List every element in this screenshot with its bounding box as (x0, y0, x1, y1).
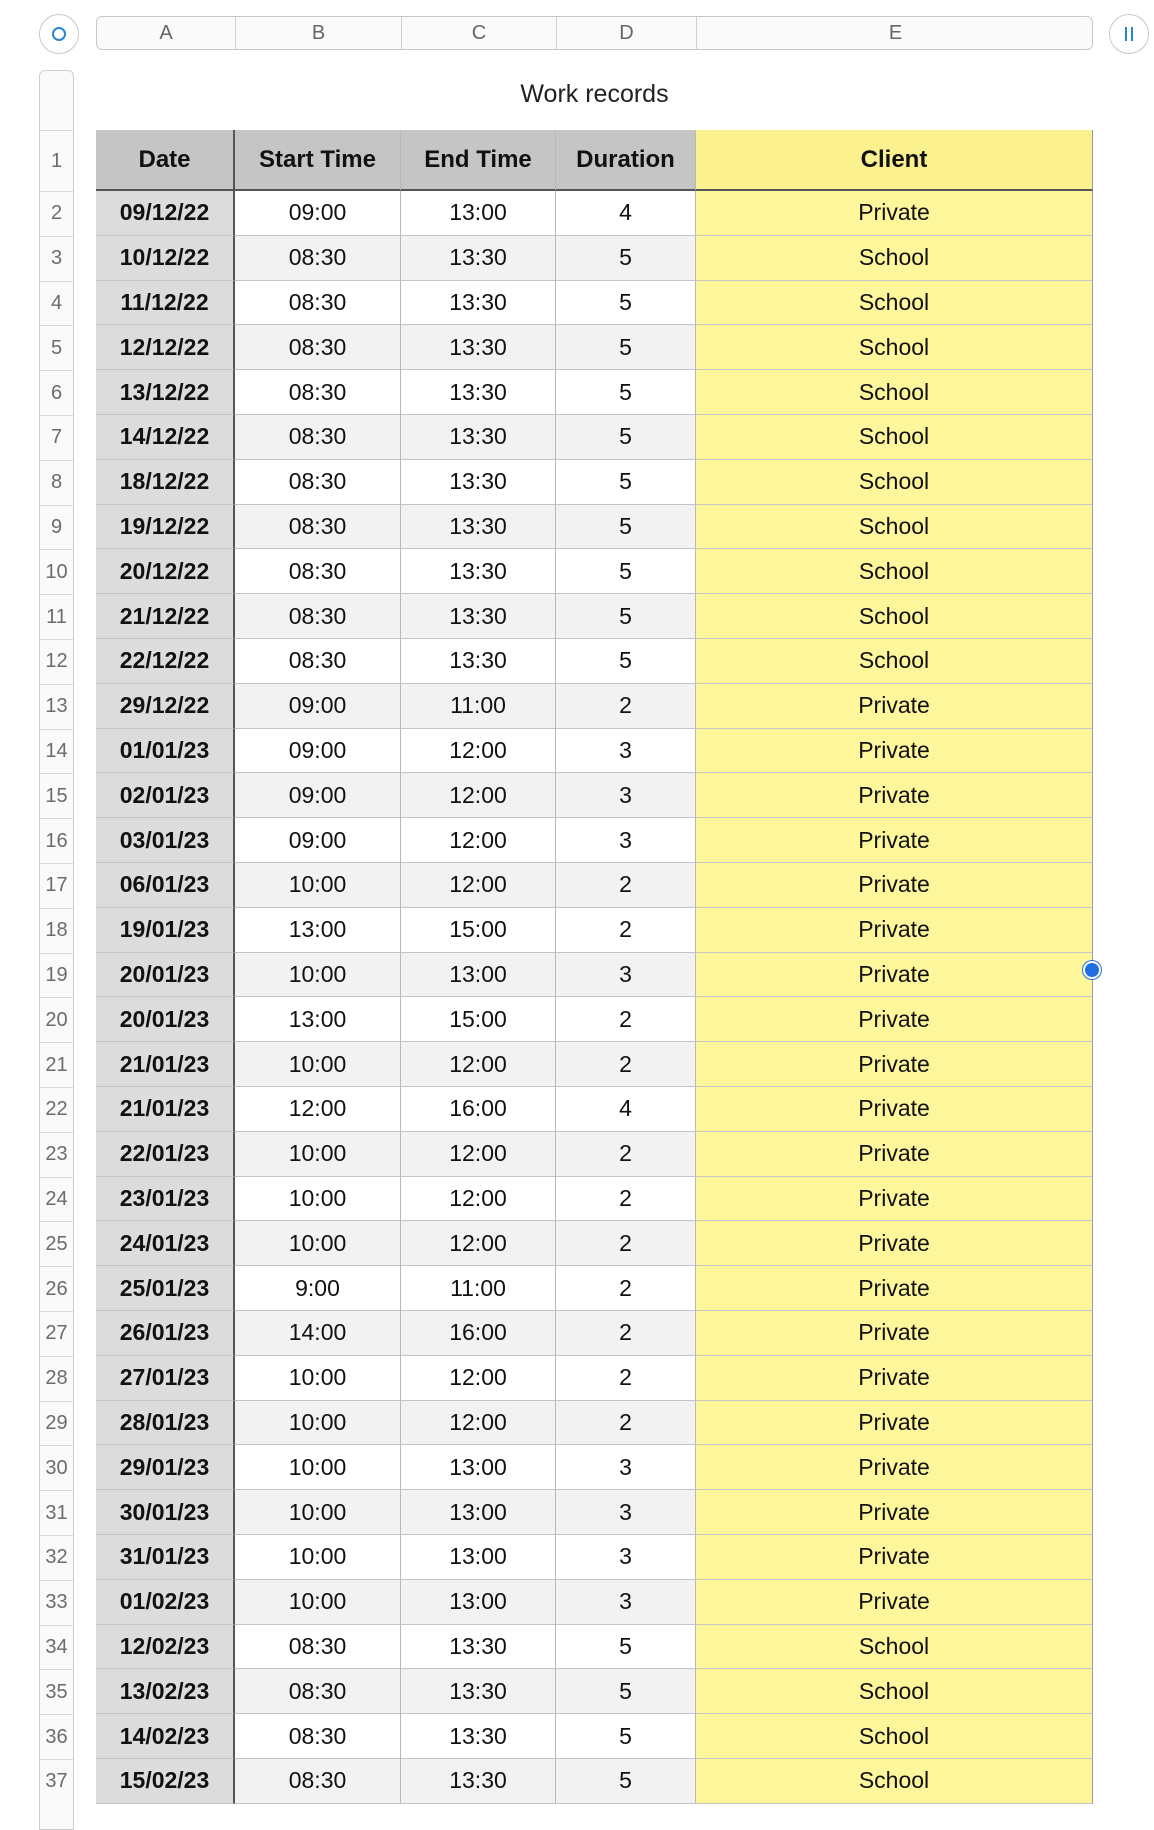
table-row (96, 1087, 1093, 1132)
row-number[interactable]: 21 (39, 1042, 74, 1087)
client-cell[interactable]: Private (696, 1221, 1093, 1266)
start-cell[interactable]: 08:30 (235, 236, 401, 281)
client-cell[interactable]: Private (696, 191, 1093, 236)
duration-cell[interactable]: 2 (556, 863, 696, 908)
duration-cell[interactable]: 5 (556, 325, 696, 370)
date-cell[interactable]: 18/12/22 (96, 460, 235, 505)
date-cell[interactable]: 21/01/23 (96, 1042, 235, 1087)
table-row (96, 1669, 1093, 1714)
end-cell[interactable]: 12:00 (401, 1356, 556, 1401)
start-cell[interactable]: 08:30 (235, 1625, 401, 1670)
table-row (96, 505, 1093, 550)
table-row (96, 594, 1093, 639)
end-cell[interactable]: 11:00 (401, 1266, 556, 1311)
duration-cell[interactable]: 2 (556, 1132, 696, 1177)
client-cell[interactable]: School (696, 505, 1093, 550)
header-cell-b[interactable]: Start Time (235, 130, 401, 191)
header-cell-d[interactable]: Duration (556, 130, 696, 191)
freeze-panes-button[interactable] (1109, 14, 1149, 54)
table-row (96, 1445, 1093, 1490)
row-number[interactable]: 18 (39, 908, 74, 953)
duration-cell[interactable]: 3 (556, 1490, 696, 1535)
duration-cell[interactable]: 4 (556, 191, 696, 236)
table-row (96, 1356, 1093, 1401)
row-number[interactable]: 37 (39, 1759, 74, 1804)
table-row (96, 1535, 1093, 1580)
freeze-panes-icon (1125, 27, 1133, 41)
start-cell[interactable]: 10:00 (235, 953, 401, 998)
table-row (96, 953, 1093, 998)
row-number[interactable]: 29 (39, 1401, 74, 1446)
duration-cell[interactable]: 3 (556, 953, 696, 998)
client-cell[interactable]: Private (696, 684, 1093, 729)
duration-cell[interactable]: 5 (556, 639, 696, 684)
date-cell[interactable]: 30/01/23 (96, 1490, 235, 1535)
duration-cell[interactable]: 5 (556, 460, 696, 505)
end-cell[interactable]: 13:00 (401, 1580, 556, 1625)
date-cell[interactable]: 21/01/23 (96, 1087, 235, 1132)
end-cell[interactable]: 13:30 (401, 415, 556, 460)
start-cell[interactable]: 08:30 (235, 460, 401, 505)
row-number[interactable]: 11 (39, 594, 74, 639)
date-cell[interactable]: 22/01/23 (96, 1132, 235, 1177)
table-row (96, 191, 1093, 236)
start-cell[interactable]: 10:00 (235, 1221, 401, 1266)
duration-cell[interactable]: 5 (556, 549, 696, 594)
end-cell[interactable]: 16:00 (401, 1311, 556, 1356)
date-cell[interactable]: 23/01/23 (96, 1177, 235, 1222)
header-cell-a[interactable]: Date (96, 130, 235, 191)
start-cell[interactable]: 08:30 (235, 505, 401, 550)
duration-cell[interactable]: 5 (556, 1669, 696, 1714)
start-cell[interactable]: 08:30 (235, 415, 401, 460)
client-cell[interactable]: Private (696, 818, 1093, 863)
duration-cell[interactable]: 2 (556, 1401, 696, 1446)
header-cell-e[interactable]: Client (696, 130, 1093, 191)
duration-cell[interactable]: 5 (556, 370, 696, 415)
date-cell[interactable]: 19/12/22 (96, 505, 235, 550)
client-cell[interactable]: Private (696, 1087, 1093, 1132)
client-cell[interactable]: School (696, 236, 1093, 281)
end-cell[interactable]: 13:30 (401, 325, 556, 370)
duration-cell[interactable]: 2 (556, 1042, 696, 1087)
table-row (96, 773, 1093, 818)
row-number[interactable]: 19 (39, 953, 74, 998)
table-row (96, 1714, 1093, 1759)
client-cell[interactable]: School (696, 1669, 1093, 1714)
table-title: Work records (520, 80, 669, 108)
date-cell[interactable]: 20/01/23 (96, 997, 235, 1042)
table-row (96, 1266, 1093, 1311)
row-number[interactable]: 28 (39, 1356, 74, 1401)
duration-cell[interactable]: 3 (556, 729, 696, 774)
duration-cell[interactable]: 5 (556, 1625, 696, 1670)
date-cell[interactable]: 19/01/23 (96, 908, 235, 953)
duration-cell[interactable]: 2 (556, 684, 696, 729)
date-cell[interactable]: 15/02/23 (96, 1759, 235, 1804)
client-cell[interactable]: School (696, 325, 1093, 370)
date-cell[interactable]: 13/02/23 (96, 1669, 235, 1714)
client-cell[interactable]: Private (696, 773, 1093, 818)
row-number[interactable]: 20 (39, 997, 74, 1042)
header-row (96, 130, 1093, 191)
start-cell[interactable]: 13:00 (235, 908, 401, 953)
row-number[interactable]: 26 (39, 1266, 74, 1311)
duration-cell[interactable]: 5 (556, 594, 696, 639)
client-cell[interactable]: Private (696, 1580, 1093, 1625)
table-row (96, 370, 1093, 415)
column-header-3[interactable]: D (557, 17, 697, 49)
client-cell[interactable]: School (696, 1759, 1093, 1804)
row-number[interactable]: 36 (39, 1714, 74, 1759)
table-row (96, 1759, 1093, 1804)
duration-cell[interactable]: 2 (556, 997, 696, 1042)
header-cell-c[interactable]: End Time (401, 130, 556, 191)
start-cell[interactable]: 09:00 (235, 729, 401, 774)
date-cell[interactable]: 12/12/22 (96, 325, 235, 370)
duration-cell[interactable]: 3 (556, 1580, 696, 1625)
row-number[interactable]: 2 (39, 191, 74, 236)
start-cell[interactable]: 08:30 (235, 1669, 401, 1714)
duration-cell[interactable]: 3 (556, 773, 696, 818)
start-cell[interactable]: 08:30 (235, 1714, 401, 1759)
client-cell[interactable]: Private (696, 1132, 1093, 1177)
start-cell[interactable]: 08:30 (235, 549, 401, 594)
end-cell[interactable]: 12:00 (401, 773, 556, 818)
table-row (96, 684, 1093, 729)
duration-cell[interactable]: 2 (556, 1177, 696, 1222)
client-cell[interactable]: Private (696, 729, 1093, 774)
client-cell[interactable]: Private (696, 1401, 1093, 1446)
table-row (96, 1625, 1093, 1670)
date-cell[interactable]: 21/12/22 (96, 594, 235, 639)
end-cell[interactable]: 12:00 (401, 1177, 556, 1222)
date-cell[interactable]: 31/01/23 (96, 1535, 235, 1580)
duration-cell[interactable]: 5 (556, 1759, 696, 1804)
start-cell[interactable]: 10:00 (235, 1401, 401, 1446)
duration-cell[interactable]: 5 (556, 236, 696, 281)
start-cell[interactable]: 09:00 (235, 191, 401, 236)
row-number[interactable]: 23 (39, 1132, 74, 1177)
start-cell[interactable]: 08:30 (235, 639, 401, 684)
row-number[interactable]: 24 (39, 1177, 74, 1222)
end-cell[interactable]: 13:30 (401, 505, 556, 550)
column-header-bar (96, 16, 1093, 50)
date-cell[interactable]: 01/02/23 (96, 1580, 235, 1625)
end-cell[interactable]: 12:00 (401, 1042, 556, 1087)
row-number[interactable]: 22 (39, 1087, 74, 1132)
date-cell[interactable]: 22/12/22 (96, 639, 235, 684)
start-cell[interactable]: 08:30 (235, 370, 401, 415)
row-number[interactable]: 10 (39, 549, 74, 594)
date-cell[interactable]: 14/02/23 (96, 1714, 235, 1759)
date-cell[interactable]: 10/12/22 (96, 236, 235, 281)
start-cell[interactable]: 10:00 (235, 1445, 401, 1490)
start-cell[interactable]: 10:00 (235, 1490, 401, 1535)
end-cell[interactable]: 12:00 (401, 1132, 556, 1177)
table-row (96, 908, 1093, 953)
start-cell[interactable]: 10:00 (235, 863, 401, 908)
client-cell[interactable]: School (696, 1714, 1093, 1759)
client-cell[interactable]: Private (696, 1042, 1093, 1087)
row-number[interactable]: 15 (39, 773, 74, 818)
date-cell[interactable]: 20/12/22 (96, 549, 235, 594)
client-cell[interactable]: Private (696, 1490, 1093, 1535)
circle-select-icon (52, 27, 66, 41)
column-header-2[interactable]: C (402, 17, 557, 49)
start-cell[interactable]: 08:30 (235, 1759, 401, 1804)
date-cell[interactable]: 09/12/22 (96, 191, 235, 236)
selection-handle-icon[interactable] (1083, 961, 1101, 979)
row-number[interactable]: 3 (39, 236, 74, 281)
client-cell[interactable]: School (696, 415, 1093, 460)
row-number[interactable]: 5 (39, 325, 74, 370)
select-all-button[interactable] (39, 14, 79, 54)
column-header-4[interactable]: E (888, 21, 903, 44)
table-row (96, 1580, 1093, 1625)
row-number[interactable]: 33 (39, 1580, 74, 1625)
table-row (96, 236, 1093, 281)
start-cell[interactable]: 14:00 (235, 1311, 401, 1356)
date-cell[interactable]: 29/01/23 (96, 1445, 235, 1490)
date-cell[interactable]: 14/12/22 (96, 415, 235, 460)
row-number[interactable]: 17 (39, 863, 74, 908)
duration-cell[interactable]: 2 (556, 1311, 696, 1356)
client-cell[interactable]: School (696, 281, 1093, 326)
row-number[interactable]: 6 (39, 370, 74, 415)
row-number[interactable]: 14 (39, 729, 74, 774)
duration-cell[interactable]: 5 (556, 415, 696, 460)
start-cell[interactable]: 10:00 (235, 1356, 401, 1401)
end-cell[interactable]: 13:30 (401, 370, 556, 415)
start-cell[interactable]: 08:30 (235, 594, 401, 639)
end-cell[interactable]: 13:00 (401, 1445, 556, 1490)
end-cell[interactable]: 13:30 (401, 549, 556, 594)
table-row (96, 1401, 1093, 1446)
client-cell[interactable]: Private (696, 1311, 1093, 1356)
table-row (96, 325, 1093, 370)
end-cell[interactable]: 13:30 (401, 1625, 556, 1670)
start-cell[interactable]: 10:00 (235, 1042, 401, 1087)
start-cell[interactable]: 10:00 (235, 1132, 401, 1177)
table-row (96, 281, 1093, 326)
table-row (96, 818, 1093, 863)
start-cell[interactable]: 08:30 (235, 281, 401, 326)
duration-cell[interactable]: 4 (556, 1087, 696, 1132)
date-cell[interactable]: 27/01/23 (96, 1356, 235, 1401)
client-cell[interactable]: School (696, 639, 1093, 684)
end-cell[interactable]: 11:00 (401, 684, 556, 729)
client-cell[interactable]: School (696, 549, 1093, 594)
row-number[interactable]: 7 (39, 415, 74, 460)
end-cell[interactable]: 13:00 (401, 191, 556, 236)
table-row (96, 863, 1093, 908)
row-number[interactable]: 32 (39, 1535, 74, 1580)
table-row (96, 729, 1093, 774)
start-cell[interactable]: 08:30 (235, 325, 401, 370)
date-cell[interactable]: 06/01/23 (96, 863, 235, 908)
row-number[interactable]: 16 (39, 818, 74, 863)
date-cell[interactable]: 29/12/22 (96, 684, 235, 729)
date-cell[interactable]: 03/01/23 (96, 818, 235, 863)
row-number[interactable]: 1 (39, 130, 74, 191)
table-row (96, 1132, 1093, 1177)
date-cell[interactable]: 13/12/22 (96, 370, 235, 415)
end-cell[interactable]: 15:00 (401, 908, 556, 953)
client-cell[interactable]: School (696, 594, 1093, 639)
end-cell[interactable]: 12:00 (401, 1401, 556, 1446)
client-cell[interactable]: School (696, 1625, 1093, 1670)
duration-cell[interactable]: 2 (556, 908, 696, 953)
date-cell[interactable]: 02/01/23 (96, 773, 235, 818)
duration-cell[interactable]: 2 (556, 1356, 696, 1401)
duration-cell[interactable]: 3 (556, 818, 696, 863)
client-cell[interactable]: Private (696, 997, 1093, 1042)
table-row (96, 1221, 1093, 1266)
end-cell[interactable]: 12:00 (401, 729, 556, 774)
end-cell[interactable]: 12:00 (401, 863, 556, 908)
row-number[interactable]: 30 (39, 1445, 74, 1490)
date-cell[interactable]: 25/01/23 (96, 1266, 235, 1311)
end-cell[interactable]: 13:30 (401, 639, 556, 684)
duration-cell[interactable]: 5 (556, 1714, 696, 1759)
row-number[interactable]: 9 (39, 505, 74, 550)
table-row (96, 415, 1093, 460)
row-number[interactable]: 35 (39, 1669, 74, 1714)
start-cell[interactable]: 10:00 (235, 1177, 401, 1222)
table-row (96, 639, 1093, 684)
start-cell[interactable]: 9:00 (235, 1266, 401, 1311)
client-cell[interactable]: Private (696, 1177, 1093, 1222)
client-cell[interactable]: Private (696, 1445, 1093, 1490)
row-number[interactable]: 12 (39, 639, 74, 684)
duration-cell[interactable]: 5 (556, 505, 696, 550)
duration-cell[interactable]: 3 (556, 1535, 696, 1580)
date-cell[interactable]: 12/02/23 (96, 1625, 235, 1670)
end-cell[interactable]: 12:00 (401, 818, 556, 863)
client-cell[interactable]: Private (696, 953, 1093, 998)
row-number[interactable]: 27 (39, 1311, 74, 1356)
end-cell[interactable]: 13:30 (401, 1714, 556, 1759)
start-cell[interactable]: 10:00 (235, 1535, 401, 1580)
table-row (96, 1311, 1093, 1356)
date-cell[interactable]: 26/01/23 (96, 1311, 235, 1356)
end-cell[interactable]: 13:00 (401, 1535, 556, 1580)
end-cell[interactable]: 13:00 (401, 953, 556, 998)
row-number[interactable]: 34 (39, 1625, 74, 1670)
end-cell[interactable]: 13:00 (401, 1490, 556, 1535)
duration-cell[interactable]: 2 (556, 1266, 696, 1311)
client-cell[interactable]: School (696, 460, 1093, 505)
date-cell[interactable]: 28/01/23 (96, 1401, 235, 1446)
date-cell[interactable]: 24/01/23 (96, 1221, 235, 1266)
table-row (96, 1042, 1093, 1087)
end-cell[interactable]: 12:00 (401, 1221, 556, 1266)
duration-cell[interactable]: 2 (556, 1221, 696, 1266)
start-cell[interactable]: 09:00 (235, 818, 401, 863)
client-cell[interactable]: Private (696, 908, 1093, 953)
end-cell[interactable]: 13:30 (401, 460, 556, 505)
row-number[interactable]: 4 (39, 281, 74, 326)
date-cell[interactable]: 11/12/22 (96, 281, 235, 326)
client-cell[interactable]: Private (696, 1535, 1093, 1580)
client-cell[interactable]: School (696, 370, 1093, 415)
table-row (96, 1490, 1093, 1535)
column-header-0[interactable]: A (97, 17, 236, 49)
client-cell[interactable]: Private (696, 1356, 1093, 1401)
end-cell[interactable]: 13:30 (401, 1669, 556, 1714)
end-cell[interactable]: 13:30 (401, 281, 556, 326)
start-cell[interactable]: 12:00 (235, 1087, 401, 1132)
duration-cell[interactable]: 3 (556, 1445, 696, 1490)
row-number[interactable]: 31 (39, 1490, 74, 1535)
start-cell[interactable]: 09:00 (235, 773, 401, 818)
column-header-1[interactable]: B (236, 17, 402, 49)
row-number[interactable]: 13 (39, 684, 74, 729)
duration-cell[interactable]: 5 (556, 281, 696, 326)
end-cell[interactable]: 13:30 (401, 594, 556, 639)
table-row (96, 460, 1093, 505)
end-cell[interactable]: 13:30 (401, 1759, 556, 1804)
client-cell[interactable]: Private (696, 1266, 1093, 1311)
table-row (96, 549, 1093, 594)
row-number[interactable]: 25 (39, 1221, 74, 1266)
end-cell[interactable]: 13:30 (401, 236, 556, 281)
client-cell[interactable]: Private (696, 863, 1093, 908)
end-cell[interactable]: 15:00 (401, 997, 556, 1042)
end-cell[interactable]: 16:00 (401, 1087, 556, 1132)
date-cell[interactable]: 20/01/23 (96, 953, 235, 998)
start-cell[interactable]: 13:00 (235, 997, 401, 1042)
row-number[interactable]: 8 (39, 460, 74, 505)
date-cell[interactable]: 01/01/23 (96, 729, 235, 774)
table-row (96, 997, 1093, 1042)
start-cell[interactable]: 10:00 (235, 1580, 401, 1625)
start-cell[interactable]: 09:00 (235, 684, 401, 729)
table-row (96, 1177, 1093, 1222)
